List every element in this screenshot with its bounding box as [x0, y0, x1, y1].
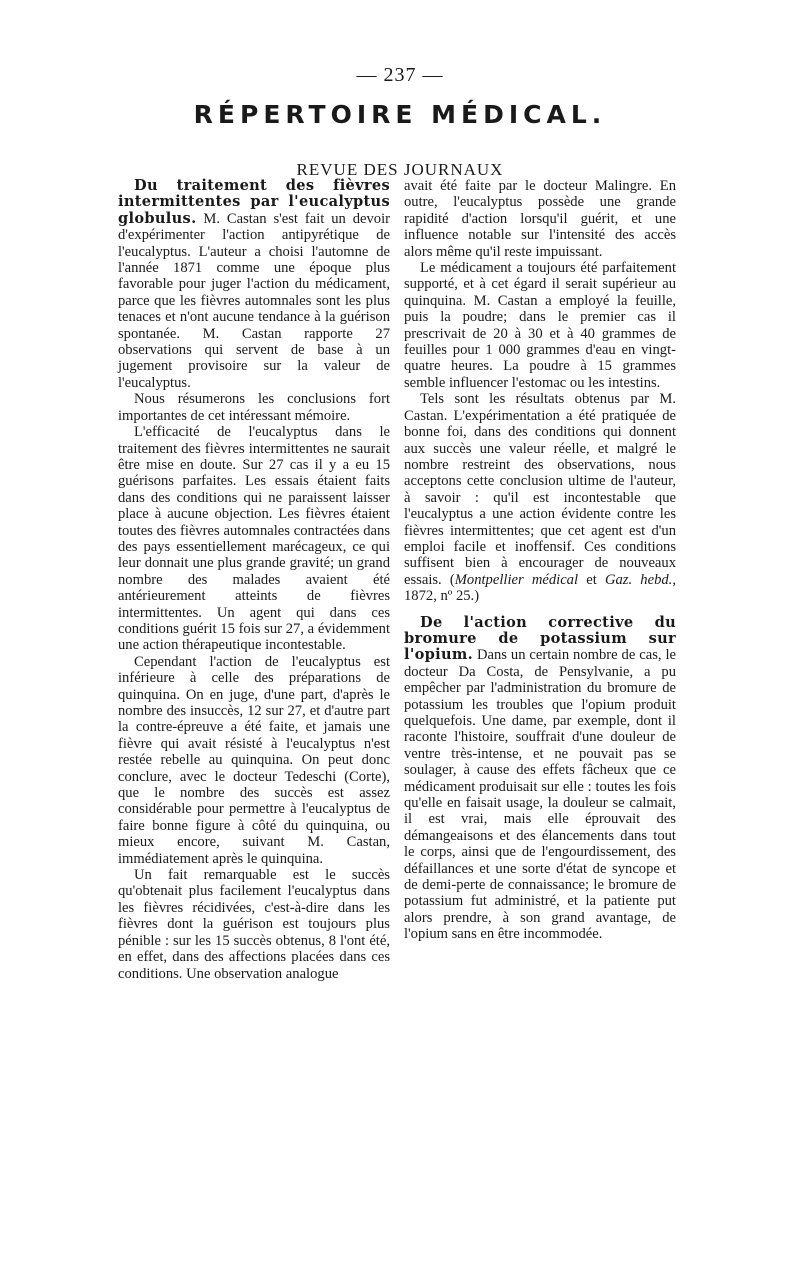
article1-heading: Du traitement des fièvres intermittentes par l'eucalyptus globulus.: [118, 177, 390, 227]
section-title: REVUE DES JOURNAUX: [296, 160, 504, 179]
article2-paragraph-1: Dans un certain nombre de cas, le docteur Da Costa, de Pensylvanie, a pu empêcher par l'administration du bromure de potassium les troubles que l'opium produit quelquefois. Une dame, par exemple, dont il raconte l'histoire, souffrait d'une douleur de ventre très-intense, et ne pouvait pas se soulager, à cause des effets fâcheux que ce médicament produisait sur elle : toutes les fois qu'elle en faisait usage, la douleur se calmait, il est vrai, mais elle éprouvait des démangeaisons et des élancements dans tout le corps, ainsi que de l'engourdissement, des défaillances et une sorte d'état de syncope et de demi-perte de connaissance; le bromure de potassium fut administré, et la patiente put alors prendre, à son grand avantage, de l'opium sans en être incommodée.: [404, 647, 676, 943]
article1-paragraph-7: [404, 391, 676, 604]
article1-paragraph-4: Cependant l'action de l'eucalyptus est inférieure à celle des préparations de quinquina. On en juge, d'une part, d'après le nombre des insuccès, 12 sur 27, et d'autre part la contre-épreuve a été faite, et jamais une fièvre qui avait résisté à l'eucalyptus n'est restée rebelle au quinquina. On peut donc conclure, avec le docteur Tedeschi (Corte), que le nombre des succès est assez considérable pour permettre à l'eucalyptus de faire bonne figure à côté du quinquina, ou mieux encore, suivant M. Castan, immédiatement après le quinquina.: [118, 653, 390, 867]
article1-paragraph-7-text: Tels sont les résultats obtenus par M. Castan. L'expérimentation a été pratiquée de bonne foi, dans des conditions qui donnent aux succès une valeur réelle, et malgré le nombre restreint des observations, nous acceptons cette conclusion ultime de l'auteur, à savoir : qu'il est incontestable que l'eucalyptus a une action évidente contre les fièvres intermittentes; que cet agent est d'un emploi facile et inoffensif. Ces conditions suffisent bien à encourager de nouveaux essais. (: [404, 391, 676, 588]
article1-paragraph-1: M. Castan s'est fait un devoir d'expérimenter l'action antipyrétique de l'eucalyptus. L'auteur a choisi l'automne de l'année 1871 comme une époque plus favorable pour juger l'action du médicament, parce que les fièvres automnales sont les plus tenaces et n'ont aucune tendance à la guérison spontanée. M. Castan rapporte 27 observations qui servent de base à un jugement provisoire sur la valeur de l'eucalyptus.: [118, 210, 390, 391]
article2-first-paragraph: [404, 615, 676, 943]
article1-paragraph-6: Le médicament a toujours été parfaitement supporté, et à cet égard il serait supérieur au quinquina. M. Castan a employé la feuille, puis la poudre; dans le premier cas il prescrivait de 20 à 30 et à 40 grammes de feuilles pour 1 000 grammes d'eau en vingt-quatre heures. La poudre à 15 grammes semble influencer l'estomac ou les intestins.: [404, 260, 676, 391]
page-number: — 237 —: [356, 64, 444, 86]
left-column: [118, 178, 390, 982]
right-column: [404, 178, 676, 943]
article1-paragraph-2: Nous résumerons les conclusions fort importantes de cet intéressant mémoire.: [118, 391, 390, 424]
article2-heading: De l'action corrective du bromure de potassium sur l'opium.: [404, 613, 676, 664]
running-title: RÉPERTOIRE MÉDICAL.: [193, 100, 607, 129]
source-connector: et: [578, 571, 605, 588]
article1-paragraph-5: Un fait remarquable est le succès qu'obtenait plus facilement l'eucalyptus dans les fièvres récidivées, c'est-à-dire dans les fièvres dont la guérison est toujours plus pénible : sur les 15 succès obtenus, 8 l'ont été, en effet, dans des affections placées dans ces conditions. Une observation analogue: [118, 867, 390, 982]
article1-first-paragraph: [118, 178, 390, 391]
article1-paragraph-3: L'efficacité de l'eucalyptus dans le traitement des fièvres intermittentes ne saurait être mise en doute. Sur 27 cas il y a eu 15 guérisons parfaites. Les essais étaient faits dans des conditions qui ne paraissent laisser place à aucune objection. Les fièvres étaient toutes des fièvres automnales contractées dans des pays essentiellement marécageux, ce qui leur donnait une plus grande gravité; un grand nombre des malades avaient été antérieurement atteints de fièvres intermittentes. Un agent qui dans ces conditions guérit 15 fois sur 27, a évidemment une action thérapeutique incontestable.: [118, 424, 390, 654]
source-journal-1: Montpellier médical: [454, 571, 579, 588]
article1-paragraph-5-continued: avait été faite par le docteur Malingre. En outre, l'eucalyptus possède une grande rapidité d'action lorsqu'il guérit, et une influence notable sur l'intensité des accès alors même qu'il reste impuissant.: [404, 178, 676, 260]
source-journal-2: Gaz. hebd.: [604, 571, 673, 588]
source-citation: , 1872, nº 25.): [404, 571, 676, 605]
